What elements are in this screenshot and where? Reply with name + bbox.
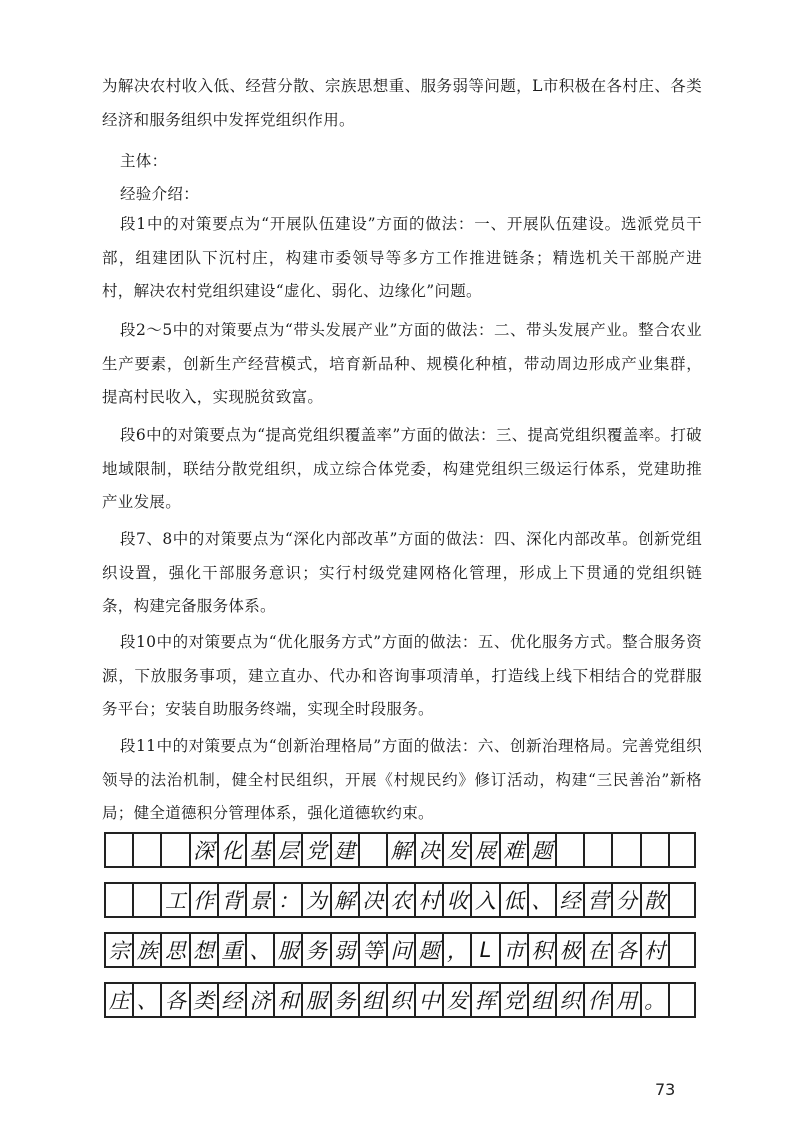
grid-cell: 服 [273,932,301,968]
grid-cell: 层 [273,832,301,868]
grid-cell: 织 [386,982,414,1018]
grid-cell: 织 [555,982,583,1018]
grid-cell [358,832,386,868]
grid-cell: 题 [527,832,555,868]
grid-cell: 弱 [330,932,358,968]
grid-cell: 解 [330,882,358,918]
grid-cell: L [470,932,498,968]
grid-cell [668,932,696,968]
grid-cell: 组 [527,982,555,1018]
grid-cell: 市 [499,932,527,968]
grid-cell [611,832,639,868]
grid-cell: 决 [414,832,442,868]
grid-row [104,832,696,868]
grid-cell: 用 [611,982,639,1018]
grid-cell: 党 [301,832,329,868]
strategy-paragraph-2: 段2～5中的对策要点为“带头发展产业”方面的做法：二、带头发展产业。整合农业生产要素，创新生产经营模式，培育新品种、规模化种植，带动周边形成产业集群，提高村民收入，实现脱贫致富。 [102,321,702,406]
page-number: 73 [655,1080,676,1099]
strategy-paragraph-4: 段7、8中的对策要点为“深化内部改革”方面的做法：四、深化内部改革。创新党组织设置，强化干部服务意识；实行村级党建网格化管理，形成上下贯通的党组织链条，构建完备服务体系。 [102,530,702,615]
grid-cell [640,832,668,868]
grid-row [104,882,696,918]
grid-cell: 务 [301,932,329,968]
grid-cell: 和 [273,982,301,1018]
grid-cell: 经 [555,882,583,918]
grid-cell: 基 [245,832,273,868]
grid-cell: 宗 [104,932,132,968]
grid-cell: 组 [358,982,386,1018]
strategy-paragraph-1: 段1中的对策要点为“开展队伍建设”方面的做法：一、开展队伍建设。选派党员干部，组建团队下沉村庄，构建市委领导等多方工作推进链条；精选机关干部脱产进村，解决农村党组织建设“虚化、弱化、边缘化”问题。 [102,215,702,300]
intro-paragraph: 为解决农村收入低、经营分散、宗族思想重、服务弱等问题，L市积极在各村庄、各类经济和服务组织中发挥党组织作用。 [102,77,702,129]
grid-cell: 为 [301,882,329,918]
grid-cell: 各 [160,982,188,1018]
grid-cell: 挥 [470,982,498,1018]
strategy-paragraph-6: 段11中的对策要点为“创新治理格局”方面的做法：六、创新治理格局。完善党组织领导的法治机制，健全村民组织，开展《村规民约》修订活动，构建“三民善治”新格局；健全道德积分管理体系，强化道德软约束。 [102,737,702,822]
grid-cell: 工 [160,882,188,918]
grid-row [104,982,696,1018]
grid-cell: 济 [245,982,273,1018]
grid-cell: ： [273,882,301,918]
grid-cell: 庄 [104,982,132,1018]
grid-cell: 发 [442,982,470,1018]
grid-cell [104,882,132,918]
grid-cell: 决 [358,882,386,918]
grid-cell: 想 [189,932,217,968]
grid-cell: 类 [189,982,217,1018]
grid-cell: 深 [189,832,217,868]
grid-cell: 背 [217,882,245,918]
grid-cell [160,832,188,868]
grid-cell: 难 [499,832,527,868]
grid-cell: 、 [245,932,273,968]
grid-cell: 。 [640,982,668,1018]
grid-cell: 低 [499,882,527,918]
experience-label: 经验介绍： [120,185,200,203]
grid-cell: 题 [414,932,442,968]
grid-cell: ， [442,932,470,968]
grid-cell: 各 [611,932,639,968]
grid-cell [132,882,160,918]
grid-cell: 极 [555,932,583,968]
grid-cell: 村 [414,882,442,918]
strategy-paragraph-5: 段10中的对策要点为“优化服务方式”方面的做法：五、优化服务方式。整合服务资源，下放服务事项，建立直办、代办和咨询事项清单，打造线上线下相结合的党群服务平台；安装自助服务终端，实现全时段服务。 [102,633,702,718]
grid-cell: 化 [217,832,245,868]
grid-cell: 村 [640,932,668,968]
grid-cell: 重 [217,932,245,968]
grid-cell: 问 [386,932,414,968]
grid-cell: 在 [583,932,611,968]
grid-cell: 营 [583,882,611,918]
grid-cell: 、 [132,982,160,1018]
grid-cell: 入 [470,882,498,918]
grid-cell: 发 [442,832,470,868]
grid-cell: 服 [301,982,329,1018]
grid-cell: 景 [245,882,273,918]
grid-cell: 作 [189,882,217,918]
grid-cell: 散 [640,882,668,918]
grid-cell: 收 [442,882,470,918]
handwriting-grid [104,832,696,1032]
strategy-paragraph-3: 段6中的对策要点为“提高党组织覆盖率”方面的做法：三、提高党组织覆盖率。打破地域限制，联结分散党组织，成立综合体党委，构建党组织三级运行体系，党建助推产业发展。 [102,426,702,511]
grid-cell: 族 [132,932,160,968]
grid-cell [668,882,696,918]
grid-cell [555,832,583,868]
grid-cell [668,982,696,1018]
subject-label: 主体： [120,152,168,170]
grid-row [104,932,696,968]
grid-cell: 作 [583,982,611,1018]
grid-cell: 等 [358,932,386,968]
grid-cell [668,832,696,868]
grid-cell [132,832,160,868]
grid-cell: 思 [160,932,188,968]
grid-cell [104,832,132,868]
grid-cell: 中 [414,982,442,1018]
grid-cell: 展 [470,832,498,868]
grid-cell [583,832,611,868]
grid-cell: 经 [217,982,245,1018]
grid-cell: 解 [386,832,414,868]
grid-cell: 分 [611,882,639,918]
grid-cell: 务 [330,982,358,1018]
grid-cell: 建 [330,832,358,868]
grid-cell: 、 [527,882,555,918]
grid-cell: 积 [527,932,555,968]
grid-cell: 农 [386,882,414,918]
grid-cell: 党 [499,982,527,1018]
